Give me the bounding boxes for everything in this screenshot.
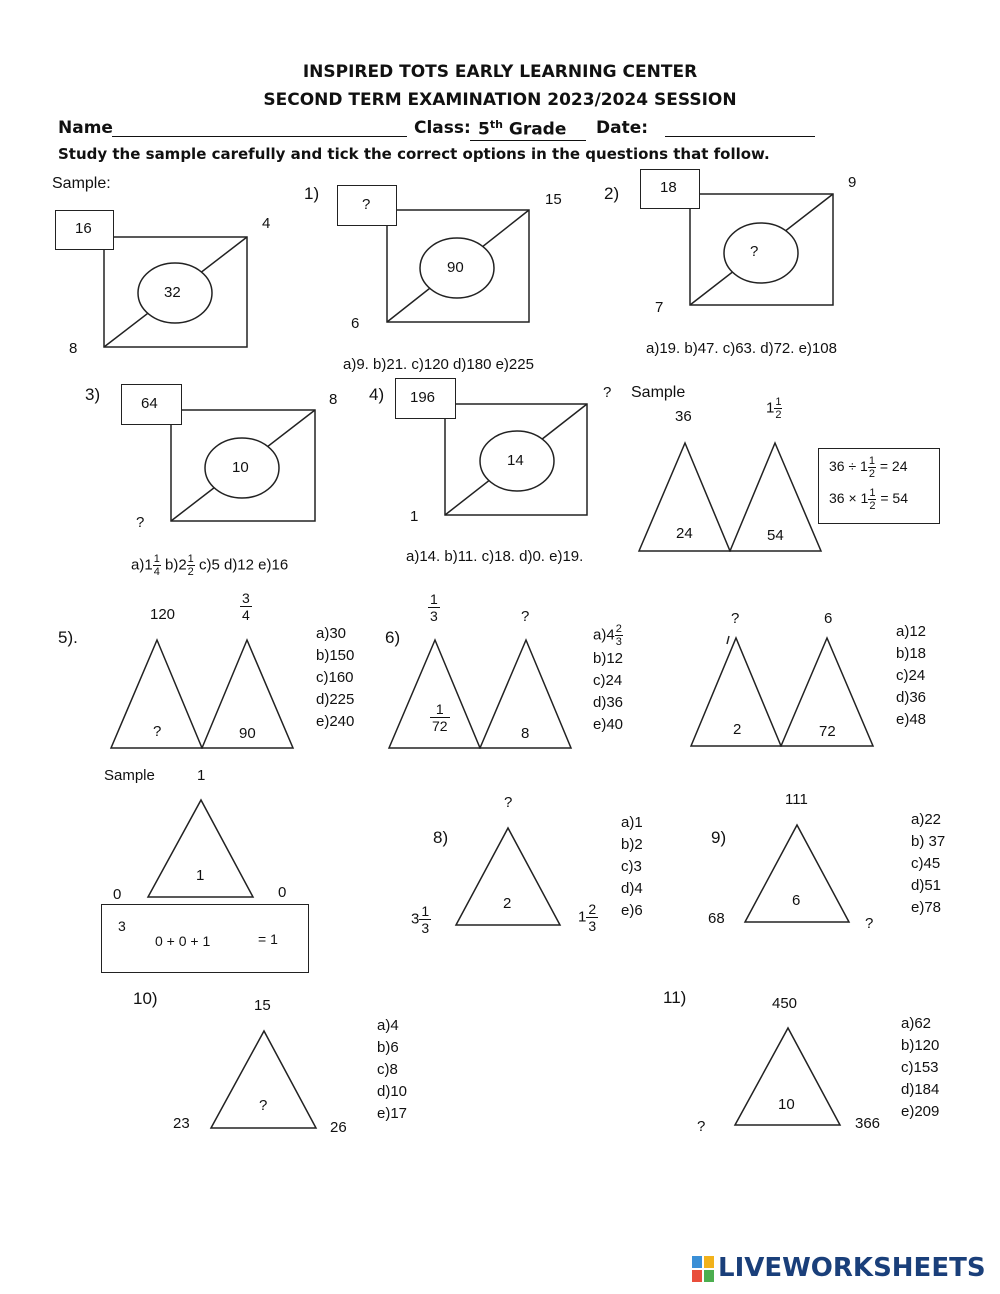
- tri-sample-eq2-den: 2: [869, 500, 876, 512]
- q11-left: ?: [697, 1118, 706, 1135]
- class-word: Grade: [508, 119, 567, 140]
- q2-top-right: 9: [848, 174, 857, 191]
- q3-number: 3): [85, 385, 101, 404]
- q2-number: 2): [604, 184, 620, 203]
- tri-sample-top-left: 36: [675, 408, 692, 425]
- q6-option-a-num: 2: [615, 623, 622, 635]
- q4-number: 4): [369, 385, 385, 404]
- q3-box-value: 64: [141, 395, 158, 412]
- q7-inner-right: 72: [819, 723, 836, 740]
- q6-option-d[interactable]: d)36: [593, 694, 624, 711]
- q11-right: 366: [855, 1115, 881, 1132]
- q3-opt-a-den: 4: [153, 566, 160, 578]
- q8-option-d[interactable]: d)4: [621, 880, 643, 897]
- q8-top: ?: [504, 794, 513, 811]
- q6-top-right: ?: [521, 608, 530, 625]
- q8-right-den: 3: [588, 918, 597, 934]
- q10-left: 23: [173, 1115, 190, 1132]
- q6-inner-left-den: 72: [432, 718, 448, 734]
- q10-center: ?: [259, 1097, 268, 1114]
- q3-opt-a-num: 1: [153, 553, 160, 565]
- q3-opt-rest[interactable]: c)5 d)12 e)16: [198, 556, 289, 574]
- q5-option-b[interactable]: b)150: [316, 647, 355, 664]
- q10-options[interactable]: [377, 1015, 407, 1125]
- liveworksheets-logo-icon: [692, 1256, 714, 1282]
- tri-sample-eq2-right: = 54: [880, 490, 908, 507]
- tri-sample-eq1-right: = 24: [879, 458, 908, 475]
- date-label: Date:: [596, 118, 649, 138]
- q7-option-c[interactable]: c)24: [896, 667, 926, 684]
- q10-option-a[interactable]: a)4: [377, 1017, 399, 1034]
- single-sample-root-index: 3: [118, 918, 126, 934]
- q6-option-a-whole: a)4: [593, 626, 615, 644]
- q9-option-e[interactable]: e)78: [911, 899, 942, 916]
- rect-sample-label: Sample:: [52, 175, 111, 192]
- q8-number: 8): [433, 828, 449, 847]
- q7-top-left: ?: [731, 610, 740, 627]
- q6-option-a-den: 3: [615, 636, 622, 648]
- q11-option-a[interactable]: a)62: [901, 1015, 932, 1032]
- tri-sample-eq1-left: 36 ÷ 1: [829, 458, 868, 475]
- q1-number: 1): [304, 184, 320, 203]
- q6-top-left-den: 3: [430, 608, 438, 624]
- q9-options[interactable]: [911, 809, 945, 919]
- q3-opt-b-den: 2: [187, 566, 194, 578]
- q9-number: 9): [711, 828, 727, 847]
- q5-top-right-num: 3: [242, 590, 250, 606]
- q8-option-a[interactable]: a)1: [621, 814, 643, 831]
- q6-top-left: [428, 591, 440, 624]
- q10-option-c[interactable]: c)8: [377, 1061, 398, 1078]
- q7-top-right: 6: [824, 610, 833, 627]
- exam-title: SECOND TERM EXAMINATION 2023/2024 SESSION: [263, 90, 737, 110]
- q1-box-value: ?: [362, 196, 371, 213]
- q8-left: [411, 903, 431, 936]
- tri-sample-eq2-left: 36 × 1: [829, 490, 869, 507]
- tri-sample-top-right-den: 2: [775, 409, 782, 421]
- q9-option-d[interactable]: d)51: [911, 877, 942, 894]
- q4-options[interactable]: a)14. b)11. c)18. d)0. e)19.: [406, 548, 584, 565]
- tri-sample-top-right: [766, 396, 782, 421]
- q6-option-a[interactable]: [593, 623, 623, 648]
- rect-sample-bottom-left: 8: [69, 340, 78, 357]
- single-sample-center: 1: [196, 867, 205, 884]
- q8-left-num: 1: [421, 903, 430, 919]
- q1-center: 90: [447, 259, 464, 276]
- q6-inner-left: [430, 701, 450, 734]
- single-sample-result: = 1: [258, 931, 278, 947]
- q8-right-whole: 1: [578, 908, 587, 926]
- q5-top-right: [240, 590, 252, 623]
- q6-option-e[interactable]: e)40: [593, 716, 624, 733]
- q1-top-right: 15: [545, 191, 562, 208]
- q5-inner-right: 90: [239, 725, 256, 742]
- q7-option-a[interactable]: a)12: [896, 623, 927, 640]
- q7-options[interactable]: [896, 621, 926, 731]
- q2-center: ?: [750, 243, 759, 260]
- q3-opt-a[interactable]: a)1: [131, 556, 153, 574]
- q9-top: 111: [785, 791, 808, 808]
- tri-sample-inner-right: 54: [767, 527, 784, 544]
- q9-center: 6: [792, 892, 801, 909]
- q6-inner-right: 8: [521, 725, 530, 742]
- rect-sample-top-right: 4: [262, 215, 271, 232]
- q3-top-right: 8: [329, 391, 338, 408]
- q8-left-whole: 3: [411, 910, 420, 928]
- q8-center: 2: [503, 895, 512, 912]
- q10-option-e[interactable]: e)17: [377, 1105, 408, 1122]
- q7-option-e[interactable]: e)48: [896, 711, 927, 728]
- tri-sample-eq1-den: 2: [868, 468, 875, 480]
- q3-opt-b[interactable]: b)2: [164, 556, 187, 574]
- q11-number: 11): [663, 988, 687, 1007]
- single-sample-left: 0: [113, 886, 122, 903]
- school-title: INSPIRED TOTS EARLY LEARNING CENTER: [302, 62, 698, 82]
- instruction: Study the sample carefully and tick the correct options in the questions that follow.: [58, 145, 770, 163]
- q10-top: 15: [254, 997, 271, 1014]
- q6-options[interactable]: [593, 623, 623, 736]
- q3-options[interactable]: [131, 553, 288, 578]
- q5-option-c[interactable]: c)160: [316, 669, 354, 686]
- q2-options[interactable]: a)19. b)47. c)63. d)72. e)108: [646, 340, 837, 357]
- rect-sample-box-value: 16: [75, 220, 92, 237]
- class-suffix: th: [489, 118, 503, 131]
- q6-option-c[interactable]: c)24: [593, 672, 623, 689]
- q1-bottom-left: 6: [351, 315, 360, 332]
- class-label: Class:: [414, 118, 471, 138]
- q2-box-value: 18: [660, 179, 677, 196]
- q5-top-left: 120: [150, 606, 176, 623]
- q5-number: 5).: [58, 628, 78, 647]
- tri-sample-eq1-num: 1: [868, 455, 875, 467]
- q8-option-b[interactable]: b)2: [621, 836, 643, 853]
- liveworksheets-logo-text[interactable]: LIVEWORKSHEETS: [718, 1253, 986, 1283]
- tri-sample-top-right-whole: 1: [766, 399, 775, 417]
- q7-option-b[interactable]: b)18: [896, 645, 927, 662]
- q4-box-value: 196: [410, 389, 436, 406]
- single-sample-right: 0: [278, 884, 287, 901]
- q4-center: 14: [507, 452, 524, 469]
- q8-option-c[interactable]: c)3: [621, 858, 642, 875]
- q6-top-left-num: 1: [430, 591, 438, 607]
- q8-options[interactable]: [621, 812, 643, 922]
- q4-top-right: ?: [603, 384, 612, 401]
- q1-options[interactable]: a)9. b)21. c)120 d)180 e)225: [343, 356, 534, 373]
- q5-options[interactable]: [316, 623, 354, 733]
- single-sample-top: 1: [197, 767, 206, 784]
- q6-inner-left-num: 1: [430, 701, 450, 718]
- q10-right: 26: [330, 1119, 347, 1136]
- q5-inner-left: ?: [153, 723, 162, 740]
- rect-sample-center: 32: [164, 284, 181, 301]
- class-number: 5: [478, 119, 490, 140]
- q10-option-b[interactable]: b)6: [377, 1039, 399, 1056]
- name-label: Name: [58, 118, 113, 138]
- q5-option-a[interactable]: a)30: [316, 625, 347, 642]
- q5-top-right-den: 4: [242, 607, 250, 623]
- q11-option-b[interactable]: b)120: [901, 1037, 940, 1054]
- q11-center: 10: [778, 1096, 795, 1113]
- q9-option-a[interactable]: a)22: [911, 811, 942, 828]
- tri-sample-label: Sample: [631, 384, 686, 401]
- q9-option-c[interactable]: c)45: [911, 855, 941, 872]
- q6-number: 6): [385, 628, 401, 647]
- q9-left: 68: [708, 910, 725, 927]
- q8-right: [578, 901, 598, 934]
- q4-bottom-left: 1: [410, 508, 419, 525]
- q5-option-e[interactable]: e)240: [316, 713, 355, 730]
- q11-options[interactable]: [901, 1013, 939, 1123]
- single-sample-radicand: 0 + 0 + 1: [155, 933, 211, 949]
- q5-option-d[interactable]: d)225: [316, 691, 355, 708]
- q10-number: 10): [133, 989, 158, 1008]
- tri-sample-eq1: [829, 455, 907, 480]
- tri-sample-inner-left: 24: [676, 525, 693, 542]
- q11-option-c[interactable]: c)153: [901, 1059, 939, 1076]
- q11-option-d[interactable]: d)184: [901, 1081, 940, 1098]
- q11-option-e[interactable]: e)209: [901, 1103, 940, 1120]
- q3-bottom-left: ?: [136, 514, 145, 531]
- q2-bottom-left: 7: [655, 299, 664, 316]
- q8-option-e[interactable]: e)6: [621, 902, 643, 919]
- q11-top: 450: [772, 995, 798, 1012]
- single-sample-label: Sample: [104, 767, 155, 784]
- q7-option-d[interactable]: d)36: [896, 689, 927, 706]
- tri-sample-eq2: [829, 487, 908, 512]
- q6-option-b[interactable]: b)12: [593, 650, 624, 667]
- q3-center: 10: [232, 459, 249, 476]
- q9-right: ?: [865, 915, 874, 932]
- q9-option-b[interactable]: b) 37: [911, 833, 946, 850]
- q8-right-num: 2: [588, 901, 597, 917]
- q10-option-d[interactable]: d)10: [377, 1083, 408, 1100]
- q7-inner-left: 2: [733, 721, 742, 738]
- q8-left-den: 3: [421, 920, 430, 936]
- tri-sample-eq2-num: 1: [869, 487, 876, 499]
- q3-opt-b-num: 1: [187, 553, 194, 565]
- tri-sample-top-right-num: 1: [775, 396, 782, 408]
